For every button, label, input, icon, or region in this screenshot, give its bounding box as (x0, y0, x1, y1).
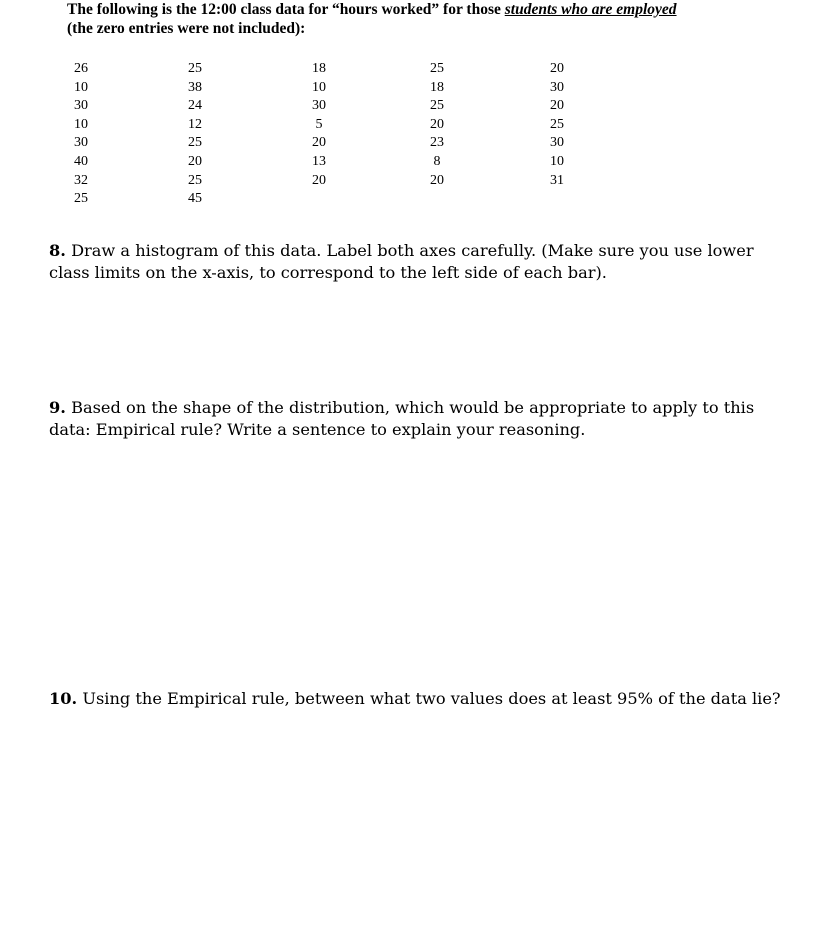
data-value: 20 (188, 153, 202, 169)
data-value: 10 (74, 79, 88, 95)
data-column-5 (542, 60, 572, 190)
intro-line-2: (the zero entries were not included): (67, 20, 306, 37)
data-value: 25 (188, 172, 202, 188)
data-value: 25 (188, 61, 202, 76)
data-value: 23 (430, 135, 444, 151)
intro-line-1 (67, 0, 807, 19)
data-value: 25 (550, 116, 564, 132)
data-value: 25 (74, 191, 88, 207)
question-9 (49, 397, 789, 441)
question-10 (49, 688, 789, 710)
data-value: 20 (312, 172, 326, 188)
intro-text (67, 0, 807, 38)
data-value: 40 (74, 153, 88, 169)
data-value: 10 (312, 79, 326, 95)
data-value: 26 (74, 61, 88, 76)
data-value: 20 (430, 172, 444, 188)
data-value: 24 (188, 98, 202, 114)
data-value: 25 (430, 98, 444, 114)
question-8 (49, 240, 789, 284)
data-value: 45 (188, 191, 202, 207)
data-value: 18 (312, 61, 326, 76)
data-value: 25 (188, 135, 202, 151)
data-column-1 (66, 60, 96, 209)
data-value: 20 (312, 135, 326, 151)
intro-prefix: The following is the 12:00 class data for “hours worked” for those (67, 1, 505, 18)
data-value: 20 (550, 98, 564, 114)
data-value: 38 (188, 79, 202, 95)
data-value: 8 (433, 153, 441, 169)
data-value: 20 (550, 61, 564, 76)
question-number: 8. (49, 241, 66, 260)
data-value: 25 (430, 61, 444, 76)
data-value: 13 (312, 153, 326, 169)
data-value: 20 (430, 116, 444, 132)
data-value: 18 (430, 79, 444, 95)
data-value: 30 (74, 135, 88, 151)
intro-emphasis: students who are employed (504, 1, 677, 18)
data-value: 10 (74, 116, 88, 132)
data-value: 30 (312, 98, 326, 114)
question-text: Using the Empirical rule, between what two values does at least 95% of the data lie? (82, 689, 781, 708)
data-value: 10 (550, 153, 564, 169)
question-text: Based on the shape of the distribution, which would be appropriate to apply to this data: Empirical rule? Write a sentence to explain your reasoning. (49, 398, 755, 439)
data-value: 30 (74, 98, 88, 114)
question-number: 10. (49, 689, 78, 708)
question-number: 9. (49, 398, 66, 417)
data-value: 12 (188, 116, 202, 132)
data-value: 32 (74, 172, 88, 188)
data-value: 5 (315, 116, 323, 132)
question-text: Draw a histogram of this data. Label both axes carefully. (Make sure you use lower class limits on the x-axis, to correspond to the left side of each bar). (49, 241, 754, 282)
data-value: 31 (550, 172, 564, 188)
data-column-4 (422, 60, 452, 190)
data-column-2 (180, 60, 210, 209)
data-column-3 (304, 60, 334, 190)
data-value: 30 (550, 135, 564, 151)
data-value: 30 (550, 79, 564, 95)
